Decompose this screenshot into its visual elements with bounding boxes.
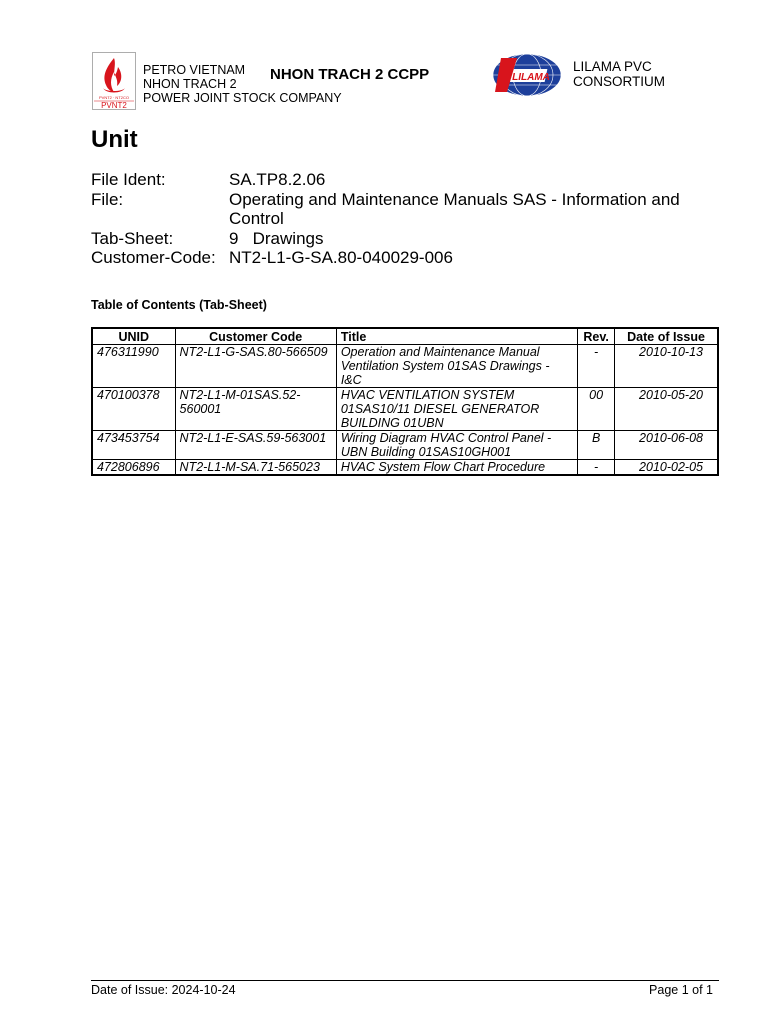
cell-rev: 00: [578, 388, 615, 431]
footer-divider: [91, 980, 719, 981]
footer-date-of-issue: Date of Issue: 2024-10-24: [91, 983, 236, 997]
column-header-unid: UNID: [92, 328, 175, 345]
footer-page-number: Page 1 of 1: [649, 983, 713, 997]
toc-heading: Table of Contents (Tab-Sheet): [91, 298, 267, 312]
logo-text: PVNT2: [101, 101, 127, 110]
plant-name: NHON TRACH 2 CCPP: [270, 66, 430, 83]
cell-customer-code: NT2-L1-E-SAS.59-563001: [175, 431, 336, 460]
meta-row-file-ident: [91, 170, 719, 190]
logo-small-text: PVNT2 · NT2CO: [98, 95, 130, 100]
right-company-name: [573, 59, 665, 89]
meta-value: 9 Drawings: [229, 228, 324, 248]
cell-date: 2010-06-08: [615, 431, 718, 460]
left-company-line: POWER JOINT STOCK COMPANY: [143, 91, 342, 105]
cell-date: 2010-10-13: [615, 345, 718, 388]
table-row: [92, 460, 718, 476]
cell-customer-code: NT2-L1-M-SA.71-565023: [175, 460, 336, 476]
page-title: Unit: [91, 126, 138, 153]
meta-value: NT2-L1-G-SA.80-040029-006: [229, 248, 453, 267]
lilama-logo: [491, 52, 563, 98]
cell-unid: 470100378: [92, 388, 175, 431]
right-company-line: CONSORTIUM: [573, 74, 666, 89]
right-company-line: LILAMA PVC: [573, 59, 652, 74]
meta-label: Tab-Sheet:: [91, 228, 174, 248]
lilama-logo-text: LILAMA: [512, 72, 550, 83]
meta-row-tab-sheet: [91, 229, 719, 249]
column-header-date-of-issue: Date of Issue: [615, 328, 718, 345]
toc-header-row: [92, 328, 718, 345]
pvnt2-logo: [92, 52, 136, 110]
left-company-line: NHON TRACH 2: [143, 77, 237, 91]
toc-table: [91, 327, 719, 476]
left-company-line: PETRO VIETNAM: [143, 63, 246, 77]
meta-row-file: [91, 190, 719, 229]
cell-title: Wiring Diagram HVAC Control Panel - UBN Building 01SAS10GH001: [336, 431, 577, 460]
cell-unid: 473453754: [92, 431, 175, 460]
cell-title: HVAC System Flow Chart Procedure: [336, 460, 577, 476]
cell-date: 2010-05-20: [615, 388, 718, 431]
column-header-rev: Rev.: [578, 328, 615, 345]
cell-rev: -: [578, 460, 615, 476]
column-header-customer-code: Customer Code: [175, 328, 336, 345]
table-row: [92, 388, 718, 431]
cell-customer-code: NT2-L1-G-SAS.80-566509: [175, 345, 336, 388]
meta-label: File:: [91, 189, 124, 209]
cell-unid: 476311990: [92, 345, 175, 388]
document-meta: [91, 170, 719, 268]
meta-label: File Ident:: [91, 170, 166, 189]
cell-rev: B: [578, 431, 615, 460]
cell-rev: -: [578, 345, 615, 388]
cell-date: 2010-02-05: [615, 460, 718, 476]
cell-customer-code: NT2-L1-M-01SAS.52-560001: [175, 388, 336, 431]
cell-unid: 472806896: [92, 460, 175, 476]
cell-title: Operation and Maintenance Manual Ventilation System 01SAS Drawings - I&C: [336, 345, 577, 388]
column-header-title: Title: [336, 328, 577, 345]
meta-value: SA.TP8.2.06: [229, 170, 326, 189]
cell-title: HVAC VENTILATION SYSTEM 01SAS10/11 DIESEL GENERATOR BUILDING 01UBN: [336, 388, 577, 431]
meta-label: Customer-Code:: [91, 248, 216, 267]
meta-row-customer-code: [91, 248, 719, 268]
table-row: [92, 431, 718, 460]
table-row: [92, 345, 718, 388]
meta-value: Operating and Maintenance Manuals SAS - Information and Control: [229, 189, 680, 228]
